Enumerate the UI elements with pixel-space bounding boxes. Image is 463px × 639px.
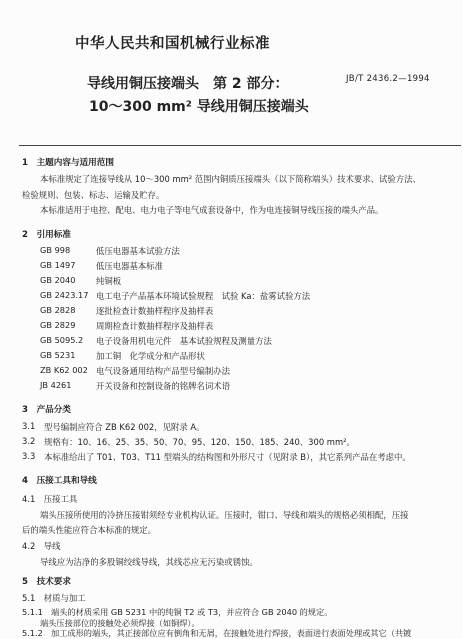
section-1-paragraph-2: 本标准适用于电控、配电、电力电子等电气成套设备中，作为电连接铜导线压接的端头产品。 <box>40 205 384 215</box>
document-title-line-1: 导线用铜压接端头 第 2 部分： <box>87 76 289 92</box>
ref-title: 低压电器基本试验方法 <box>96 246 180 256</box>
ref-title: 电气设备通用结构产品型号编制办法 <box>96 366 230 376</box>
clause-text: 规格有：10、16、25、35、50、70、95、120、150、185、240、300 mm²。 <box>44 437 355 447</box>
section-1-paragraph-1-cont: 检验规则、包装、标志、运输及贮存。 <box>22 190 165 200</box>
ref-code: GB 2829 <box>40 320 76 330</box>
ref-code: ZB K62 002 <box>40 365 88 375</box>
standard-category-header: 中华人民共和国机械行业标准 <box>75 36 270 52</box>
clause-number: 3.2 <box>22 436 36 446</box>
header-divider <box>19 145 461 146</box>
ref-title: 逐批检查计数抽样程序及抽样表 <box>96 306 214 316</box>
ref-title: 低压电器基本标准 <box>96 261 163 271</box>
clause-4-1-text-cont: 后的端头性能应符合本标准的规定。 <box>22 525 156 535</box>
standard-number: JB/T 2436.2—1994 <box>346 74 430 84</box>
ref-code: GB 5231 <box>40 350 76 360</box>
ref-code: GB 2828 <box>40 305 76 315</box>
clause-number: 3.3 <box>22 451 36 461</box>
ref-code: JB 4261 <box>40 380 72 390</box>
ref-title: 纯铜板 <box>96 276 122 286</box>
ref-title: 开关设备和控制设备的铭牌名词术语 <box>96 381 230 391</box>
section-1-paragraph-1: 本标准规定了连接导线从 10～300 mm² 范围内铜质压接端头（以下简称端头）技术要求、试验方法、 <box>40 174 421 184</box>
ref-code: GB 998 <box>40 245 71 255</box>
clause-4-1-heading: 4.1 压接工具 <box>22 494 78 504</box>
clause-5-1-1-text-cont: 端头压接部位的接触处必须焊接（如铜焊）。 <box>40 618 200 628</box>
section-4-heading: 4 压接工具和导线 <box>22 476 97 486</box>
clause-number: 3.1 <box>22 421 36 431</box>
section-1-heading: 1 主题内容与适用范围 <box>22 158 114 168</box>
clause-5-1-heading: 5.1 材质与加工 <box>22 593 86 603</box>
ref-title: 周期检查计数抽样程序及抽样表 <box>96 321 214 331</box>
ref-code: GB 2423.17 <box>40 290 89 300</box>
ref-title: 加工铜 化学成分和产品形状 <box>96 351 205 361</box>
section-3-heading: 3 产品分类 <box>22 405 71 415</box>
ref-code: GB 1497 <box>40 260 76 270</box>
ref-code: GB 2040 <box>40 275 76 285</box>
clause-text: 本标准给出了 T01、T03、T11 型端头的结构图和外形尺寸（见附录 B），其它系列产品在考虑中。 <box>44 452 411 462</box>
clause-text: 型号编制应符合 ZB K62 002，见附录 A。 <box>44 422 205 432</box>
document-title-line-2: 10～300 mm² 导线用铜压接端头 <box>89 99 309 115</box>
clause-4-1-text: 端头压接所使用的冷挤压接钳须经专业机构认证。压接时，钳口、导线和端头的规格必须相配，压接 <box>40 510 409 520</box>
clause-5-1-1-text: 5.1.1 端头的材质采用 GB 5231 中的纯铜 T2 或 T3，并应符合 GB 2040 的规定。 <box>22 607 333 617</box>
clause-4-2-heading: 4.2 导线 <box>22 541 61 551</box>
clause-5-1-2-text: 5.1.2 加工成形的端头，其正接部位应有倒角和无屑，在接触处进行焊接，表面进行表面处理或其它（共镀 <box>22 628 412 638</box>
section-5-heading: 5 技术要求 <box>22 577 71 587</box>
ref-title: 电子设备用机电元件 基本试验规程及测量方法 <box>96 336 272 346</box>
ref-code: GB 5095.2 <box>40 335 84 345</box>
clause-4-2-text: 导线应为洁净的多股铜绞线导线，其线芯应无污染或锈蚀。 <box>40 557 258 567</box>
section-2-heading: 2 引用标准 <box>22 230 71 240</box>
ref-title: 电工电子产品基本环境试验规程 试验 Ka：盐雾试验方法 <box>96 291 311 301</box>
